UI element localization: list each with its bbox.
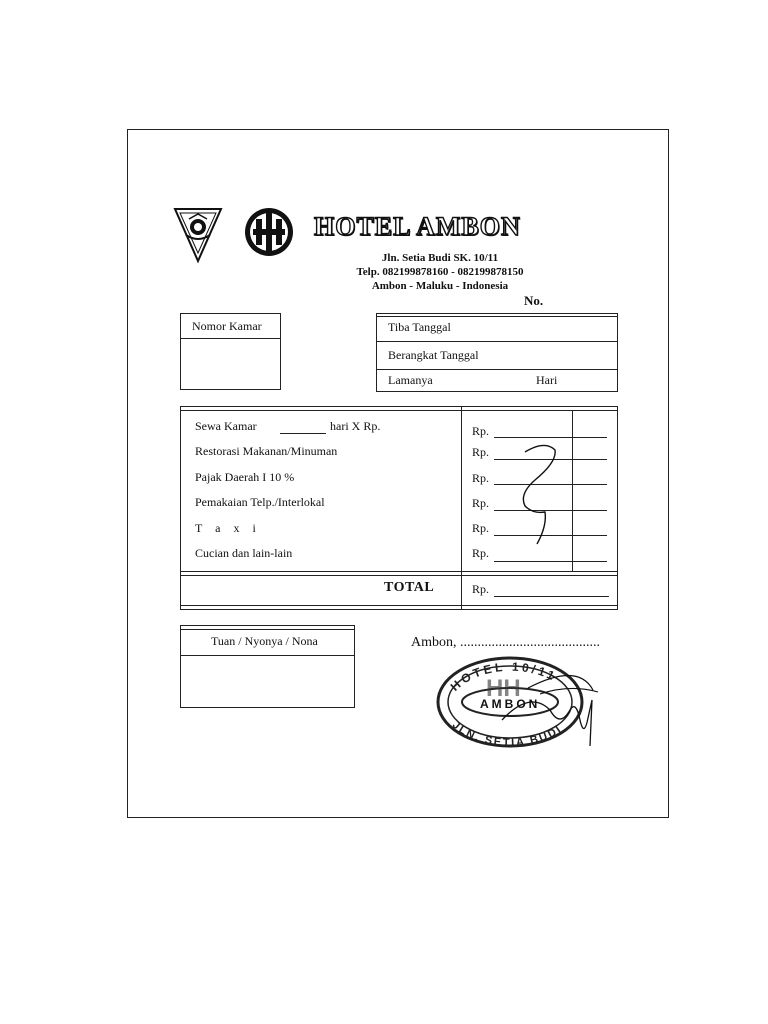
divider [180, 575, 618, 576]
hotel-address: Jln. Setia Budi SK. 10/11 [381, 252, 499, 264]
total-currency: Rp. [472, 582, 490, 596]
stamp-top-text: HOTEL 10/11 [447, 659, 560, 694]
divider [376, 369, 618, 370]
room-nights-blank[interactable] [280, 433, 326, 434]
room-rent-amount-field[interactable] [494, 437, 607, 438]
divider [180, 629, 355, 630]
invoice-number-label: No. [524, 293, 544, 308]
total-label: TOTAL [384, 580, 435, 595]
taxi-label: T a x i [195, 521, 261, 535]
room-rent-rate-label: hari X Rp. [330, 419, 381, 433]
guest-title-label: Tuan / Nyonya / Nona [211, 634, 318, 648]
divider [180, 605, 618, 606]
tax-currency: Rp. [472, 471, 490, 485]
divider [376, 316, 618, 317]
days-label: Hari [536, 373, 558, 387]
stamp-monogram: HH [486, 675, 521, 702]
restaurant-currency: Rp. [472, 445, 490, 459]
stamp-middle-text: AMBON [480, 697, 541, 711]
laundry-amount-field[interactable] [494, 561, 607, 562]
room-number-label: Nomor Kamar [192, 319, 262, 333]
handwritten-strike-mark [505, 440, 565, 550]
place-date-line: Ambon, ........................................ [411, 635, 600, 650]
divider [180, 571, 618, 572]
laundry-currency: Rp. [472, 546, 490, 560]
divider [180, 410, 618, 411]
stamp-bottom-text: JLN. SETIA BUDI [449, 719, 565, 750]
hotel-monogram-logo [243, 206, 295, 258]
column-divider [572, 410, 573, 571]
hotel-phone: Telp. 082199878160 - 082199878150 [356, 266, 524, 278]
telephone-label: Pemakaian Telp./Interlokal [195, 495, 325, 509]
tax-label: Pajak Daerah I 10 % [195, 470, 295, 484]
total-amount-field[interactable] [494, 596, 609, 597]
divider [180, 338, 281, 339]
signature-scribble [500, 680, 600, 750]
divider [180, 655, 355, 656]
duration-label: Lamanya [388, 373, 433, 387]
room-rent-currency: Rp. [472, 424, 490, 438]
taxi-currency: Rp. [472, 521, 490, 535]
telephone-currency: Rp. [472, 496, 490, 510]
divider [376, 341, 618, 342]
hotel-name: HOTEL AMBON [314, 212, 521, 241]
room-rent-label: Sewa Kamar [195, 419, 257, 433]
hotel-city: Ambon - Maluku - Indonesia [371, 280, 509, 292]
departure-date-label: Berangkat Tanggal [388, 348, 479, 362]
column-divider [461, 406, 462, 610]
laundry-label: Cucian dan lain-lain [195, 546, 293, 560]
restaurant-label: Restorasi Makanan/Minuman [195, 444, 338, 458]
arrival-date-label: Tiba Tanggal [388, 320, 451, 334]
emblem-logo [172, 205, 224, 265]
